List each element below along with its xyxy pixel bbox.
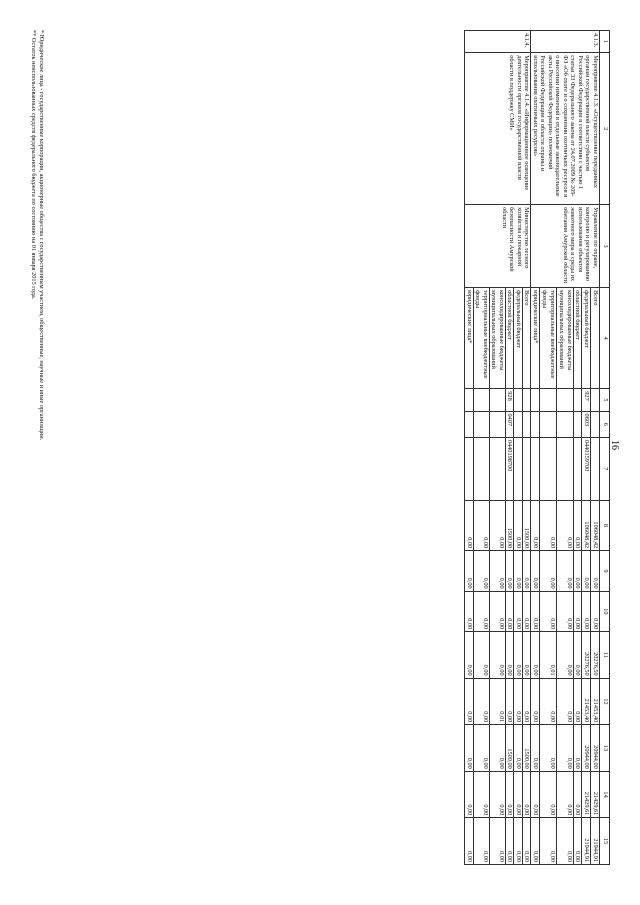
amount-cell: 21944,91: [582, 818, 591, 865]
table-row: [523, 31, 532, 865]
column-header: 12: [600, 678, 610, 725]
budget-code: [490, 411, 506, 437]
budget-code: [573, 437, 582, 500]
page-number: 16: [609, 440, 620, 450]
amount-cell: 0,00: [573, 771, 582, 818]
amount-cell: 0,00: [531, 632, 540, 679]
amount-cell: 0,00: [573, 725, 582, 772]
amount-cell: 106048,42: [582, 500, 591, 551]
column-header: 15: [600, 818, 610, 865]
amount-cell: 0,00: [514, 551, 523, 591]
amount-cell: 0,00: [540, 591, 557, 631]
budget-code: 928: [506, 389, 515, 411]
amount-cell: 21429,61: [591, 771, 600, 818]
measure-name: Мероприятие 4.1.3. «Осуществление переданных органам государственной власти субъектов Российской Федерации в соответствии с частью 1 статьи 33 Федерального закона от 24.07.2009 № 209-ФЗ «Об охоте и о сохранении охотничьих ресурсов и о внесении изменений в отдельные законодательные акты Российской Федерации» полномочий Российской Федерации в области охраны и использования охотничьих ресурсов»: [531, 53, 600, 205]
budget-code: 0603: [582, 411, 591, 437]
funding-source: территориальные внебюджетные фонды: [540, 288, 557, 389]
funding-source: консолидированные бюджеты муниципальных образований: [490, 288, 506, 389]
budget-code: [465, 437, 474, 500]
funding-source: Всего: [523, 288, 532, 389]
footnotes: [29, 30, 45, 865]
column-header: 14: [600, 771, 610, 818]
budget-code: [474, 389, 490, 411]
funding-source: территориальные внебюджетные фонды: [474, 288, 490, 389]
amount-cell: 1500,00: [523, 500, 532, 551]
amount-cell: 0,00: [573, 551, 582, 591]
amount-cell: 0,00: [490, 591, 506, 631]
amount-cell: 0,00: [573, 500, 582, 551]
table-row: [591, 31, 600, 865]
amount-cell: 0,00: [556, 632, 573, 679]
amount-cell: 0,00: [556, 771, 573, 818]
amount-cell: 0,00: [540, 551, 557, 591]
amount-cell: 0,00: [556, 500, 573, 551]
budget-code: [514, 437, 523, 500]
budget-code: [514, 411, 523, 437]
budget-code: [531, 389, 540, 411]
table-body: [465, 31, 600, 865]
budget-code: [591, 437, 600, 500]
amount-cell: 0,00: [474, 725, 490, 772]
column-header: 9: [600, 551, 610, 591]
budget-code: [465, 411, 474, 437]
amount-cell: 0,00: [540, 725, 557, 772]
amount-cell: 0,00: [540, 771, 557, 818]
amount-cell: 0,00: [556, 591, 573, 631]
amount-cell: 0,00: [514, 678, 523, 725]
funding-source: юридические лица*: [531, 288, 540, 389]
budget-code: 0407: [506, 411, 515, 437]
funding-source: федеральный бюджет: [582, 288, 591, 389]
amount-cell: 0,00: [465, 551, 474, 591]
measure-name: Мероприятие 4.1.4. «Информационное освещение деятельности органов государственной власти области в поддержку СМИ»: [465, 53, 531, 205]
amount-cell: 0,00: [465, 500, 474, 551]
budget-code: 0440159700: [582, 437, 591, 500]
amount-cell: 0,00: [531, 725, 540, 772]
funding-source: областной бюджет: [506, 288, 515, 389]
column-header: 1: [600, 31, 610, 53]
amount-cell: 0,00: [474, 551, 490, 591]
funding-source: консолидированные бюджеты муниципальных образований: [556, 288, 573, 389]
column-header: 11: [600, 632, 610, 679]
responsible-executor: Управление по охране, контролю и регулированию использования объектов животного мира и среды их обитания Амурской области: [531, 205, 600, 288]
amount-cell: 0,00: [474, 678, 490, 725]
amount-cell: 0,00: [490, 500, 506, 551]
amount-cell: 0,00: [490, 818, 506, 865]
amount-cell: 0,00: [514, 725, 523, 772]
amount-cell: 0,00: [531, 818, 540, 865]
column-header: 6: [600, 411, 610, 437]
amount-cell: 0,00: [523, 591, 532, 631]
amount-cell: 0,00: [490, 771, 506, 818]
amount-cell: 0,00: [514, 818, 523, 865]
amount-cell: 0,00: [531, 500, 540, 551]
amount-cell: 0,00: [531, 678, 540, 725]
amount-cell: 0,00: [573, 591, 582, 631]
budget-code: [474, 411, 490, 437]
column-header: 5: [600, 389, 610, 411]
budget-code: [490, 437, 506, 500]
amount-cell: 0,00: [514, 500, 523, 551]
budget-code: [490, 389, 506, 411]
amount-cell: 0,00: [573, 678, 582, 725]
column-header: 7: [600, 437, 610, 500]
amount-cell: 0,00: [591, 591, 600, 631]
budget-table-container: [465, 30, 611, 865]
budget-code: 927: [582, 389, 591, 411]
funding-source: Всего: [591, 288, 600, 389]
amount-cell: 0,00: [591, 551, 600, 591]
amount-cell: 0,01: [540, 632, 557, 679]
amount-cell: 0,00: [556, 818, 573, 865]
amount-cell: 0,00: [490, 632, 506, 679]
footnote-2: ** Остаток неиспользованных средств федерального бюджета по состоянию на 01 января 2015 года.: [30, 30, 37, 300]
amount-cell: 21429,61: [582, 771, 591, 818]
column-header: 10: [600, 591, 610, 631]
budget-code: [531, 437, 540, 500]
amount-cell: 0,00: [465, 632, 474, 679]
amount-cell: 0,00: [573, 632, 582, 679]
amount-cell: 0,00: [556, 678, 573, 725]
amount-cell: 1500,00: [506, 725, 515, 772]
amount-cell: 0,00: [540, 500, 557, 551]
amount-cell: 0,00: [531, 591, 540, 631]
amount-cell: 0,00: [465, 725, 474, 772]
header-row: [600, 31, 610, 865]
budget-code: [591, 389, 600, 411]
amount-cell: 0,00: [474, 591, 490, 631]
amount-cell: 21944,91: [591, 818, 600, 865]
amount-cell: 0,00: [506, 632, 515, 679]
funding-source: юридические лица*: [465, 288, 474, 389]
amount-cell: 0,00: [523, 551, 532, 591]
amount-cell: 0,00: [531, 771, 540, 818]
budget-code: [591, 411, 600, 437]
amount-cell: 0,00: [523, 632, 532, 679]
amount-cell: 0,00: [556, 551, 573, 591]
column-header: 8: [600, 500, 610, 551]
budget-code: [514, 389, 523, 411]
budget-code: [523, 437, 532, 500]
amount-cell: 106048,42: [591, 500, 600, 551]
column-header: 13: [600, 725, 610, 772]
item-number: 4.1.4.: [465, 31, 531, 53]
budget-code: [531, 411, 540, 437]
item-number: 4.1.3.: [531, 31, 600, 53]
funding-source: областной бюджет: [573, 288, 582, 389]
amount-cell: 0,00: [573, 818, 582, 865]
budget-code: [474, 437, 490, 500]
amount-cell: 0,00: [582, 551, 591, 591]
budget-code: [540, 437, 557, 500]
amount-cell: 0,00: [465, 818, 474, 865]
budget-code: [556, 411, 573, 437]
amount-cell: 0,00: [582, 591, 591, 631]
footnote-1: * Юридические лица - государственные корпорации, акционерные общества с государственным участием, общественные, научные и иные организации.: [38, 30, 45, 441]
budget-code: [573, 411, 582, 437]
amount-cell: 0,00: [474, 632, 490, 679]
amount-cell: 20944,00: [591, 725, 600, 772]
amount-cell: 21453,40: [591, 678, 600, 725]
amount-cell: 20276,50: [582, 632, 591, 679]
amount-cell: 1500,00: [523, 725, 532, 772]
amount-cell: 0,00: [540, 678, 557, 725]
amount-cell: 20944,00: [582, 725, 591, 772]
responsible-executor: Министерство лесного хозяйства и пожарной безопасности Амурской области: [465, 205, 531, 288]
amount-cell: 0,00: [540, 818, 557, 865]
amount-cell: 0,01: [490, 678, 506, 725]
amount-cell: 0,00: [506, 678, 515, 725]
budget-table: [465, 30, 611, 865]
amount-cell: 0,00: [490, 551, 506, 591]
amount-cell: 0,00: [474, 771, 490, 818]
budget-code: [540, 389, 557, 411]
amount-cell: 0,00: [531, 551, 540, 591]
budget-code: [523, 411, 532, 437]
budget-code: [556, 437, 573, 500]
amount-cell: 0,00: [556, 725, 573, 772]
amount-cell: 0,00: [474, 500, 490, 551]
amount-cell: 0,00: [506, 551, 515, 591]
budget-code: [540, 411, 557, 437]
amount-cell: 0,00: [465, 771, 474, 818]
amount-cell: 0,00: [523, 818, 532, 865]
amount-cell: 0,00: [523, 771, 532, 818]
amount-cell: 0,00: [506, 591, 515, 631]
amount-cell: 0,00: [514, 771, 523, 818]
amount-cell: 0,00: [514, 591, 523, 631]
amount-cell: 0,00: [474, 818, 490, 865]
column-header: 3: [600, 205, 610, 288]
budget-code: [573, 389, 582, 411]
column-header: 2: [600, 53, 610, 205]
budget-code: 0440198700: [506, 437, 515, 500]
amount-cell: 0,00: [506, 818, 515, 865]
amount-cell: 0,00: [523, 678, 532, 725]
budget-code: [556, 389, 573, 411]
amount-cell: 0,00: [465, 591, 474, 631]
amount-cell: 0,00: [490, 725, 506, 772]
amount-cell: 1500,00: [506, 500, 515, 551]
amount-cell: 21453,40: [582, 678, 591, 725]
amount-cell: 20276,50: [591, 632, 600, 679]
budget-code: [523, 389, 532, 411]
amount-cell: 0,00: [514, 632, 523, 679]
column-header: 4: [600, 288, 610, 389]
funding-source: федеральный бюджет: [514, 288, 523, 389]
amount-cell: 0,00: [465, 678, 474, 725]
amount-cell: 0,00: [506, 771, 515, 818]
budget-code: [465, 389, 474, 411]
